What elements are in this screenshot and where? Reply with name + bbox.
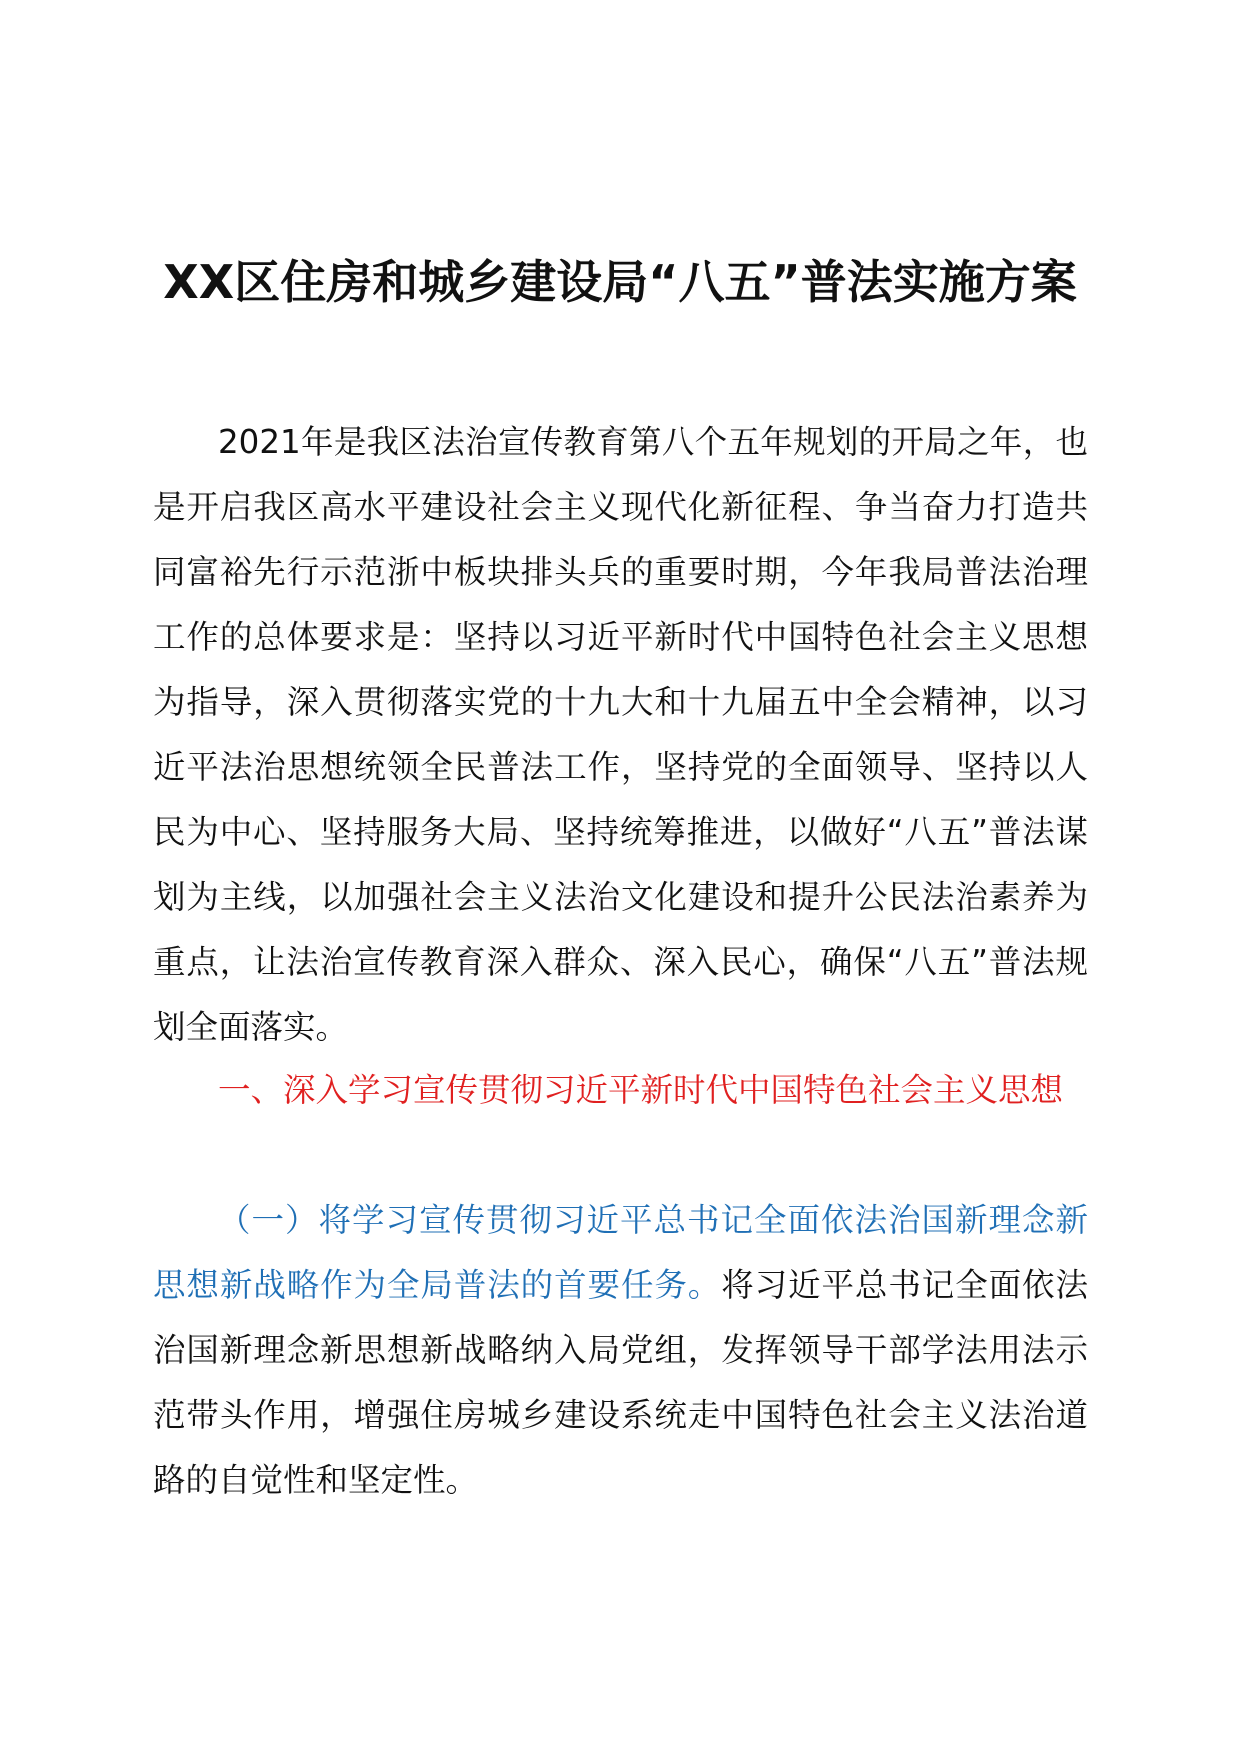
subsection-1-heading: （一）将学习宣传贯彻习近平总书记全面依法治国新理念新思想新战略作为全局普法的首要任务。 [153,1201,1088,1304]
section-1-heading: 一、深入学习宣传贯彻习近平新时代中国特色社会主义思想 [218,1071,1064,1109]
intro-paragraph: 2021年是我区法治宣传教育第八个五年规划的开局之年，也是开启我区高水平建设社会主义现代化新征程、争当奋力打造共同富裕先行示范浙中板块排头兵的重要时期，今年我局普法治理工作的总体要求是：坚持以习近平新时代中国特色社会主义思想为指导，深入贯彻落实党的十九大和十九届五中全会精神，以习近平法治思想统领全民普法工作，坚持党的全面领导、坚持以人民为中心、坚持服务大局、坚持统筹推进，以做好“八五”普法谋划为主线，以加强社会主义法治文化建设和提升公民法治素养为重点，让法治宣传教育深入群众、深入民心，确保“八五”普法规划全面落实。 [153,423,1088,1046]
document-title: XX区住房和城乡建设局“八五”普法实施方案 [163,255,1077,309]
subsection-1-paragraph [153,1188,1088,1513]
subsection-1-body: 将习近平总书记全面依法治国新理念新思想新战略纳入局党组，发挥领导干部学法用法示范带头作用，增强住房城乡建设系统走中国特色社会主义法治道路的自觉性和坚定性。 [153,1266,1088,1499]
